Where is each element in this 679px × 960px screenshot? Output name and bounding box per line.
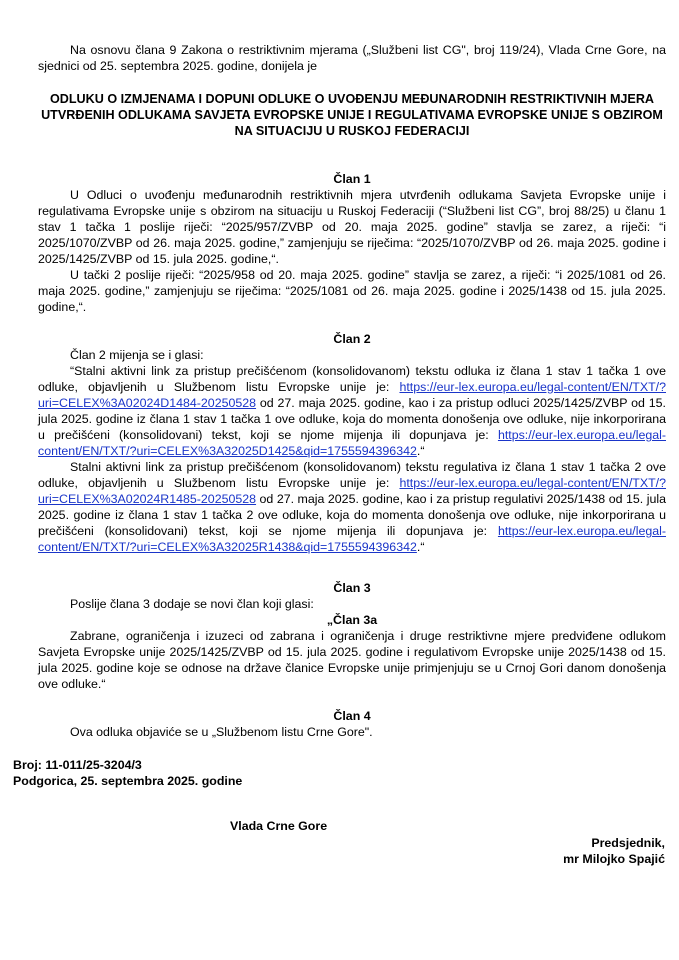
clan2-p3-text-b: od 27. maja 2025. godine, kao i za pristup regulativi 2025/1438 od 15. jula 2025. godine iz člana 1 stav 1 tačka 2 ove odluke, koja do momenta donošenja ove odluke, nije inkorporirana u prečišćeni (konsolidovani) tekst, koji se njome mijenja ili dopunjava je:	[38, 492, 666, 538]
clan2-p3-text-c: .“	[416, 540, 425, 554]
clan2-link-regulation-2025-1438[interactable]: https://eur-lex.europa.eu/legal-content/EN/TXT/?uri=CELEX%3A32025R1438&qid=1755594396342	[38, 524, 666, 554]
clan1-heading: Član 1	[333, 172, 371, 186]
clan3-paragraph-2: Zabrane, ograničenja i izuzeci od zabrana i ograničenja i druge restriktivne mjere predviđene odlukom Savjeta Evropske unije 2025/1425/ZVBP od 15. jula 2025. godine i regulativom Evropske unije 2025/1438 od 15. jula 2025. godine koje se odnose na države članice Evropske unije primjenjuju se u Crnoj Gori danom donošenja ove odluke.“	[38, 629, 666, 691]
place-and-date: Podgorica, 25. septembra 2025. godine	[13, 774, 243, 788]
clan4-body	[38, 724, 666, 740]
clan1-paragraph-2: U tački 2 poslije riječi: “2025/958 od 20. maja 2025. godine” stavlja se zarez, a riječi: “i 2025/1081 od 26. maja 2025. godine,” zamjenjuju se riječima: “2025/1081 od 26. maja 2025. godine i 2025/1438 od 15. jula 2025. godine,“.	[38, 268, 666, 314]
clan3a-heading: „Član 3a	[326, 613, 378, 627]
clan3-body	[38, 596, 666, 692]
clan2-link-regulations-consolidated[interactable]: https://eur-lex.europa.eu/legal-content/EN/TXT/?uri=CELEX%3A02024R1485-20250528	[38, 476, 666, 506]
clan1-paragraph-1: U Odluci o uvođenju međunarodnih restriktivnih mjera utvrđenih odlukama Savjeta Evropske unije i regulativama Evropske unije s obzirom na situaciju u Ruskoj Federaciji (“Službeni list CG”, broj 88/25) u članu 1 stav 1 tačka 1 poslije riječi: “2025/957/ZVBP od 20. maja 2025. godine” stavlja se zarez, a riječi: “i 2025/1070/ZVBP od 26. maja 2025. godine,” zamjenjuju se riječima: “2025/1070/ZVBP od 26. maja 2025. godine i 2025/1425/ZVBP od 15. jula 2025. godine,“.	[38, 188, 666, 266]
intro-text: Na osnovu člana 9 Zakona o restriktivnim mjerama („Službeni list CG", broj 119/24), Vlada Crne Gore, na sjednici od 25. septembra 2025. godine, donijela je	[38, 43, 666, 73]
clan2-heading: Član 2	[333, 332, 371, 346]
president-title: Predsjednik,	[591, 836, 665, 850]
clan2-p2-text-b: od 27. maja 2025. godine, kao i za pristup odluci 2025/1425/ZVBP od 15. jula 2025. godine iz člana 1 stav 1 tačka 1 ove odluke, koja do momenta donošenja ove odluke, nije inkorporirana u prečišćeni (konsolidovani) tekst, koji se njome mijenja ili dopunjava je:	[38, 396, 666, 442]
clan3-paragraph-1: Poslije člana 3 dodaje se novi član koji glasi:	[70, 597, 314, 611]
clan2-paragraph-2	[38, 363, 666, 459]
clan2-p3-text-a: Stalni aktivni link za pristup prečišćenom (konsolidovanom) tekstu regulativa iz člana 1 stav 1 tačka 2 ove odluke, objavljenih u Službenom listu Evropske unije je:	[38, 460, 666, 490]
clan2-p2-text-c: .“	[416, 444, 425, 458]
clan3-heading: Član 3	[333, 581, 371, 595]
government-name: Vlada Crne Gore	[230, 819, 328, 833]
intro-paragraph	[38, 42, 666, 74]
clan1-body	[38, 187, 666, 315]
clan2-paragraph-3	[38, 459, 666, 555]
clan4-heading: Član 4	[333, 709, 371, 723]
clan4-paragraph-1: Ova odluka objaviće se u „Službenom listu Crne Gore".	[70, 725, 373, 739]
clan2-link-decisions-consolidated[interactable]: https://eur-lex.europa.eu/legal-content/EN/TXT/?uri=CELEX%3A02024D1484-20250528	[38, 380, 666, 410]
clan2-body	[38, 347, 666, 555]
document-number: Broj: 11-011/25-3204/3	[13, 758, 142, 772]
clan2-paragraph-1: Član 2 mijenja se i glasi:	[70, 348, 204, 362]
president-name: mr Milojko Spajić	[563, 852, 665, 866]
clan2-link-decision-2025-1425[interactable]: https://eur-lex.europa.eu/legal-content/EN/TXT/?uri=CELEX%3A32025D1425&qid=1755594396342	[38, 428, 666, 458]
clan2-p2-text-a: “Stalni aktivni link za pristup prečišćenom (konsolidovanom) tekstu odluka iz člana 1 stav 1 tačka 1 ove odluke, objavljenih u Službenom listu Evropske unije je:	[38, 364, 666, 394]
decision-title: ODLUKU O IZMJENAMA I DOPUNI ODLUKE O UVOĐENJU MEĐUNARODNIH RESTRIKTIVNIH MJERA UTVRĐENIH ODLUKAMA SAVJETA EVROPSKE UNIJE I REGULATIVAMA EVROPSKE UNIJE S OBZIROM NA SITUACIJU U RUSKOJ FEDERACIJI	[41, 92, 663, 138]
